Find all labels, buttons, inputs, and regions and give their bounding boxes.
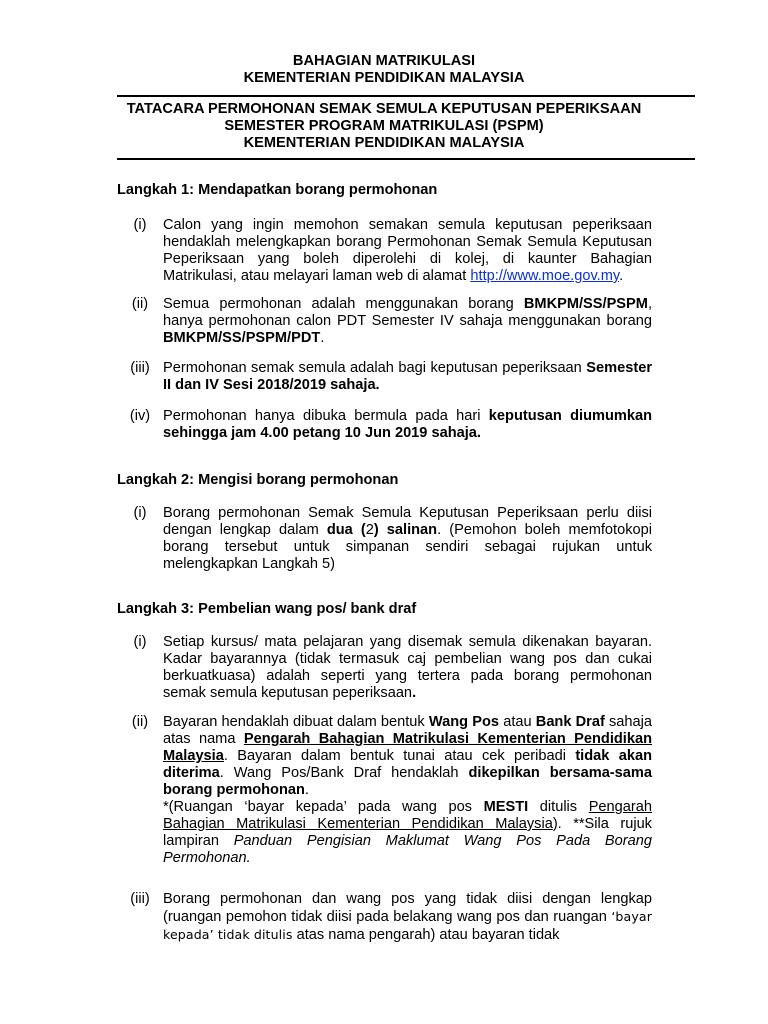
item-number: (iv) xyxy=(129,408,151,424)
item-text: Semua permohonan adalah menggunakan borang BMKPM/SS/PSPM, hanya permohonan calon PDT Semester IV sahaja menggunakan borang BMKPM/SS/PSPM/PDT. xyxy=(163,296,652,346)
item-number: (iii) xyxy=(130,360,150,376)
title-line-3: KEMENTERIAN PENDIDIKAN MALAYSIA xyxy=(243,135,525,151)
item-text: Borang permohonan Semak Semula Keputusan Peperiksaan perlu diisi dengan lengkap dalam dua (2) salinan. (Pemohon boleh memfotokopi borang tersebut untuk simpanan sendiri sebagai rujukan untuk melengkapkan Langkah 5) xyxy=(163,505,652,572)
step-2-heading: Langkah 2: Mengisi borang permohonan xyxy=(117,472,399,488)
item-text xyxy=(163,714,652,867)
top-rule xyxy=(117,95,695,97)
item-number: (i) xyxy=(133,505,147,521)
header-line-1: BAHAGIAN MATRIKULASI xyxy=(292,53,476,69)
item-number: (ii) xyxy=(131,296,149,312)
item-number: (i) xyxy=(133,634,147,650)
title-line-1: TATACARA PERMOHONAN SEMAK SEMULA KEPUTUSAN PEPERIKSAAN xyxy=(126,101,642,117)
bottom-rule xyxy=(117,158,695,160)
title-line-2: SEMESTER PROGRAM MATRIKULASI (PSPM) xyxy=(224,118,544,134)
item-number: (ii) xyxy=(131,714,149,730)
payment-paragraph: Bayaran hendaklah dibuat dalam bentuk Wang Pos atau Bank Draf sahaja atas nama Pengarah Bahagian Matrikulasi Kementerian Pendidikan Malaysia. Bayaran dalam bentuk tunai atau cek peribadi tidak akan diterima. Wang Pos/Bank Draf hendaklah dikepilkan bersama-sama borang permohonan. xyxy=(163,714,653,798)
moe-website-link[interactable]: http://www.moe.gov.my xyxy=(470,268,620,284)
item-text: Permohonan semak semula adalah bagi keputusan peperiksaan Semester II dan IV Sesi 2018/2019 sahaja. xyxy=(163,360,652,393)
item-text: Setiap kursus/ mata pelajaran yang disemak semula dikenakan bayaran. Kadar bayarannya (tidak termasuk caj pembelian wang pos dan cukai berkuatkuasa) adalah seperti yang tertera pada borang permohonan semak semula keputusan peperiksaan. xyxy=(163,634,652,701)
step-3-heading: Langkah 3: Pembelian wang pos/ bank draf xyxy=(117,601,417,617)
step-1-heading: Langkah 1: Mendapatkan borang permohonan xyxy=(117,182,438,198)
item-number: (i) xyxy=(133,217,147,233)
header-line-2: KEMENTERIAN PENDIDIKAN MALAYSIA xyxy=(243,70,525,86)
item-number: (iii) xyxy=(130,891,150,907)
item-text: Borang permohonan dan wang pos yang tidak diisi dengan lengkap (ruangan pemohon tidak diisi pada belakang wang pos dan ruangan ‘bayar kepada’ tidak ditulis atas nama pengarah) atau bayaran tidak xyxy=(163,891,652,943)
item-text: Permohonan hanya dibuka bermula pada hari keputusan diumumkan sehingga jam 4.00 petang 10 Jun 2019 sahaja. xyxy=(163,408,652,441)
payment-note: *(Ruangan ‘bayar kepada’ pada wang pos MESTI ditulis Pengarah Bahagian Matrikulasi Kementerian Pendidikan Malaysia). **Sila rujuk lampiran Panduan Pengisian Maklumat Wang Pos Pada Borang Permohonan. xyxy=(163,799,652,866)
item-text: Calon yang ingin memohon semakan semula keputusan peperiksaan hendaklah melengkapkan borang Permohonan Semak Semula Keputusan Peperiksaan yang boleh diperolehi di kolej, di kaunter Bahagian Matrikulasi, atau melayari laman web di alamat http://www.moe.gov.my. xyxy=(163,217,652,284)
